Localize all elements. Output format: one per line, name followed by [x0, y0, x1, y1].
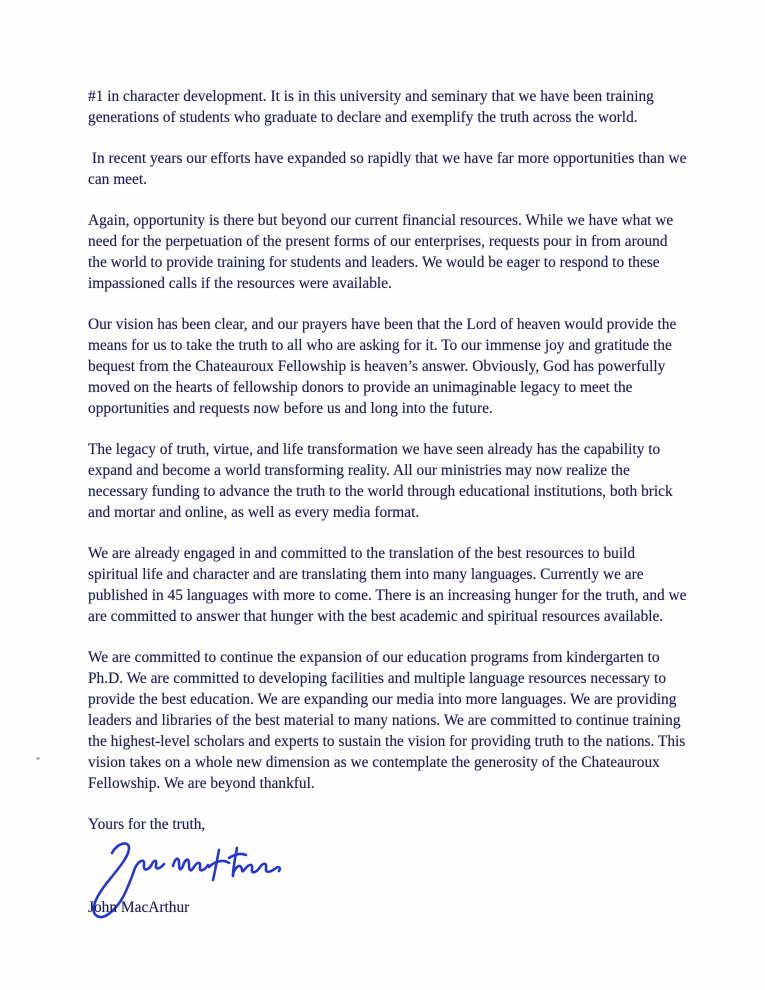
signature-block — [88, 837, 689, 937]
paragraph-3: Again, opportunity is there but beyond our current financial resources. While we have what we need for the perpetuation of the present forms of our enterprises, requests pour in from around the world to provide training for students and leaders. We would be eager to respond to these impassioned calls if the resources were available. — [88, 212, 678, 292]
paragraph-1: #1 in character development. It is in this university and seminary that we have been training generations of students who graduate to declare and exemplify the truth across the world. — [88, 88, 658, 126]
paragraph-7: We are committed to continue the expansion of our education programs from kindergarten to Ph.D. We are committed to developing facilities and multiple language resources necessary to provide the best education. We are expanding our media into more languages. We are providing leaders and libraries of the best material to many nations. We are committed to continue training the highest-level scholars and experts to sustain the vision for providing truth to the nations. This vision takes on a whole new dimension as we contemplate the generosity of the Chateauroux Fellowship. We are beyond thankful. — [88, 649, 690, 792]
signer-name: John MacArthur — [88, 899, 190, 916]
scan-artifact-dot — [36, 757, 40, 760]
paragraph-4: Our vision has been clear, and our prayers have been that the Lord of heaven would provide the means for us to take the truth to all who are asking for it. To our immense joy and gratitude the bequest from the Chateauroux Fellowship is heaven’s answer. Obviously, God has powerfully moved on the hearts of fellowship donors to provide an unimaginable legacy to meet the opportunities and requests now before us and long into the future. — [88, 316, 681, 417]
letter-body — [88, 86, 689, 937]
paragraph-6: We are already engaged in and committed to the translation of the best resources to build spiritual life and character and are translating them into many languages. Currently we are published in 45 languages with more to come. There is an increasing hunger for the truth, and we are committed to answer that hunger with the best academic and spiritual resources available. — [88, 545, 691, 625]
paragraph-2: In recent years our efforts have expanded so rapidly that we have far more opportunities than we can meet. — [88, 150, 691, 188]
paragraph-5: The legacy of truth, virtue, and life transformation we have seen already has the capability to expand and become a world transforming reality. All our ministries may now realize the necessary funding to advance the truth to the world through educational institutions, both brick and mortar and online, as well as every media format. — [88, 441, 677, 521]
closing-salutation: Yours for the truth, — [88, 816, 206, 833]
